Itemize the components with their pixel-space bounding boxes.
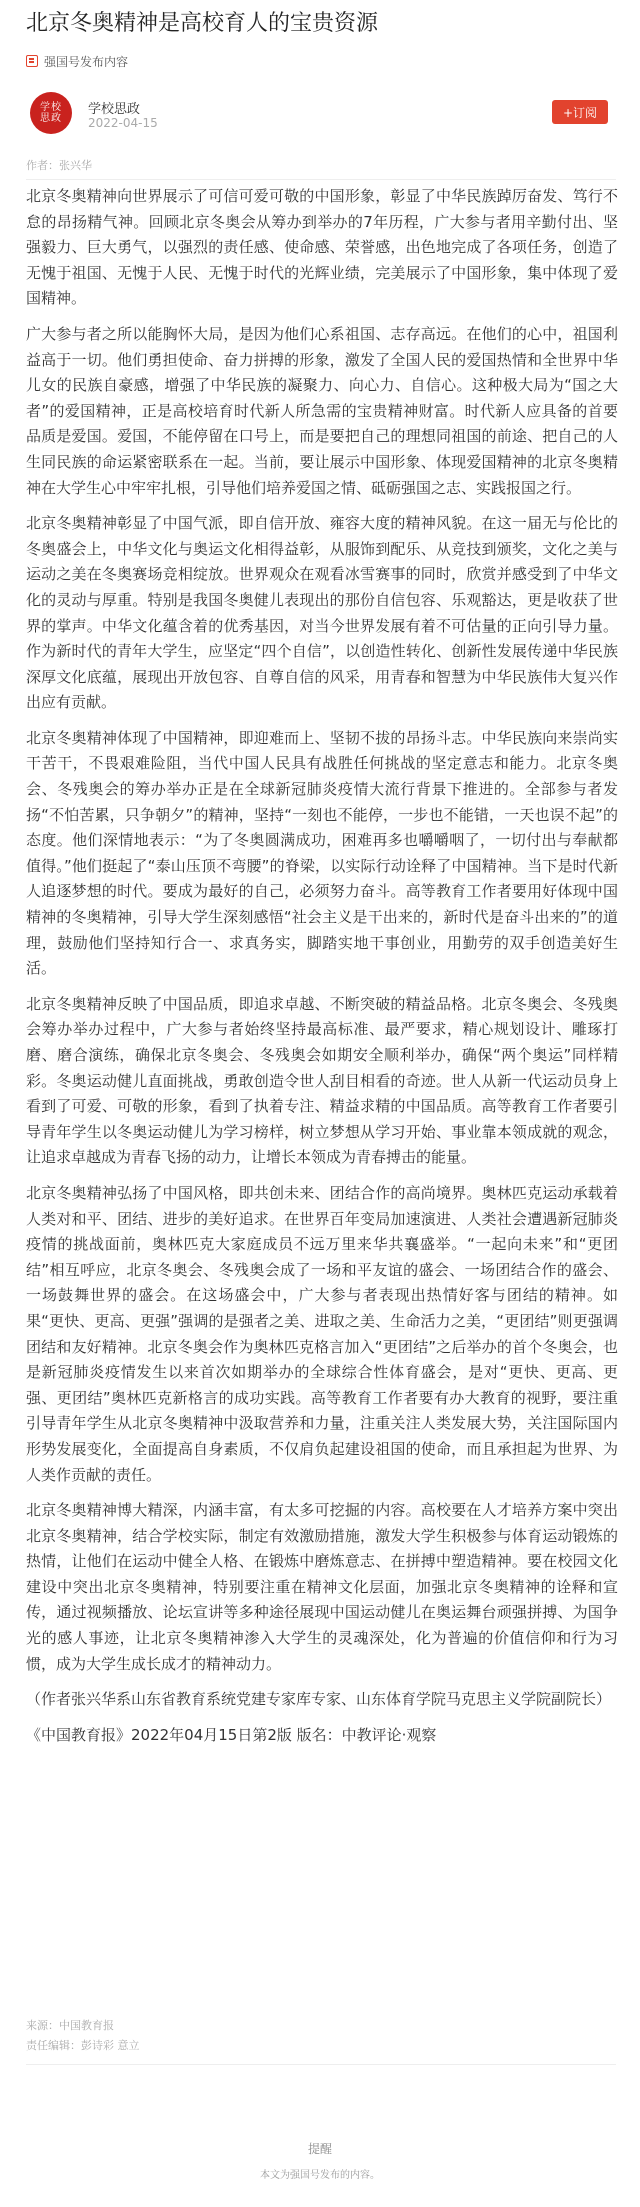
avatar[interactable] (30, 92, 72, 134)
paragraph: 北京冬奥精神反映了中国品质，即追求卓越、不断突破的精益品格。北京冬奥会、冬残奥会筹办举办过程中，广大参与者始终坚持最高标准、最严要求，精心规划设计、雕琢打磨、磨合演练，确保北京冬奥会、冬残奥会如期安全顺利举办，确保“两个奥运”同样精彩。冬奥运动健儿直面挑战，勇敢创造令世人刮目相看的奇迹。世人从新一代运动员身上看到了可爱、可敬的形象，看到了执着专注、精益求精的中国品质。高等教育工作者要引导青年学生以冬奥运动健儿为学习榜样，树立梦想从学习开始、事业靠本领成就的观念，让追求卓越成为青春飞扬的动力，让增长本领成为青春搏击的能量。 (26, 994, 618, 1167)
publish-date: 2022-04-15 (88, 116, 158, 130)
author-note: （作者张兴华系山东省教育系统党建专家库专家、山东体育学院马克思主义学院副院长） (26, 1690, 612, 1709)
paragraph: 广大参与者之所以能胸怀大局，是因为他们心系祖国、志存高远。在他们的心中，祖国利益高于一切。他们勇担使命、奋力拼搏的形象，激发了全国人民的爱国热情和全世界中华儿女的民族自豪感，增强了中华民族的凝聚力、向心力、自信心。这种极大局为“国之大者”的爱国精神，正是高校培育时代新人所急需的宝贵精神财富。时代新人应具备的首要品质是爱国。爱国，不能停留在口号上，而是要把自己的理想同祖国的前途、把自己的人生同民族的命运紧密联系在一起。当前，要让展示中国形象、体现爱国精神的北京冬奥精神在大学生心中牢牢扎根，引导他们培养爱国之情、砥砺强国之志、实践报国之行。 (26, 324, 618, 497)
divider (26, 2064, 616, 2065)
document-icon (26, 55, 38, 67)
report-link[interactable]: 提醒 (307, 2142, 332, 2156)
source-note: 来源：中国教育报 (26, 2019, 114, 2032)
publication-info: 《中国教育报》2022年04月15日第2版 版名：中教评论·观察 (26, 1725, 437, 1744)
content-notice: 本文为强国号发布的内容。 (260, 2170, 380, 2181)
source-line (26, 52, 128, 70)
article-body (26, 184, 618, 1758)
editor-note: 责任编辑：彭诗彩 意立 (26, 2039, 140, 2052)
source-label: 强国号发布内容 (44, 54, 129, 69)
paragraph: 北京冬奥精神博大精深，内涵丰富，有太多可挖掘的内容。高校要在人才培养方案中突出北京冬奥精神，结合学校实际，制定有效激励措施，激发大学生积极参与体育运动锻炼的热情，让他们在运动中健全人格、在锻炼中磨炼意志、在拼搏中塑造精神。要在校园文化建设中突出北京冬奥精神，特别要注重在精神文化层面，加强北京冬奥精神的诠释和宣传，通过视频播放、论坛宣讲等多种途径展现中国运动健儿在奥运舞台顽强拼搏、为国争光的感人事迹，让北京冬奥精神渗入大学生的灵魂深处，化为普遍的价值信仰和行为习惯，成为大学生成长成才的精神动力。 (26, 1501, 618, 1673)
divider (26, 179, 616, 180)
byline: 作者：张兴华 (26, 159, 92, 172)
article-meta (26, 2016, 140, 2056)
avatar-text-bottom: 思政 (40, 113, 62, 124)
author-row (26, 92, 616, 138)
subscribe-button[interactable]: +订阅 (552, 100, 608, 124)
paragraph: 北京冬奥精神弘扬了中国风格，即共创未来、团结合作的高尚境界。奥林匹克运动承载着人类对和平、团结、进步的美好追求。在世界百年变局加速演进、人类社会遭遇新冠肺炎疫情的挑战面前，奥林匹克大家庭成员不远万里来华共襄盛举。“一起向未来”和“更团结”相互呼应，北京冬奥会、冬残奥会成了一场和平友谊的盛会、一场团结合作的盛会、一场鼓舞世界的盛会。在这场盛会中，广大参与者表现出热情好客与团结的精神。如果“更快、更高、更强”强调的是强者之美、进取之美、生命活力之美，“更团结”则更强调团结和友好精神。北京冬奥会作为奥林匹克格言加入“更团结”之后举办的首个冬奥会，也是新冠肺炎疫情发生以来首次如期举办的全球综合性体育盛会，是对“更快、更高、更强、更团结”奥林匹克新格言的成功实践。高等教育工作者要有办大教育的视野，要注重引导青年学生从北京冬奥精神中汲取营养和力量，注重关注人类发展大势，关注国际国内形势发展变化，全面提高自身素质，不仅肩负起建设祖国的使命，而且承担起为世界、为人类作贡献的责任。 (26, 1183, 618, 1484)
author-name[interactable]: 学校思政 (88, 102, 141, 117)
article-title: 北京冬奥精神是高校育人的宝贵资源 (26, 11, 379, 36)
paragraph: 北京冬奥精神体现了中国精神，即迎难而上、坚韧不拔的昂扬斗志。中华民族向来崇尚实干苦干，不畏艰难险阻，当代中国人民具有战胜任何挑战的坚定意志和能力。北京冬奥会、冬残奥会的筹办举办正是在全球新冠肺炎疫情大流行背景下推进的。全部参与者发扬“不怕苦累，只争朝夕”的精神，坚持“一刻也不能停，一步也不能错，一天也误不起”的态度。他们深情地表示：“为了冬奥圆满成功，困难再多也嚼嚼咽了，一切付出与奉献都值得。”他们挺起了“泰山压顶不弯腰”的脊梁，以实际行动诠释了中国精神。当下是时代新人追逐梦想的时代。要成为最好的自己，必须努力奋斗。高等教育工作者要用好体现中国精神的冬奥精神，引导大学生深刻感悟“社会主义是干出来的，新时代是奋斗出来的”的道理，鼓励他们坚持知行合一、求真务实，脚踏实地干事创业，用勤劳的双手创造美好生活。 (26, 728, 618, 978)
avatar-text-top: 学校 (40, 102, 62, 113)
paragraph: 北京冬奥精神彰显了中国气派，即自信开放、雍容大度的精神风貌。在这一届无与伦比的冬奥盛会上，中华文化与奥运文化相得益彰，从服饰到配乐、从竞技到颁奖，文化之美与运动之美在冬奥赛场竞相绽放。世界观众在观看冰雪赛事的同时，欣赏并感受到了中华文化的灵动与厚重。特别是我国冬奥健儿表现出的那份自信包容、乐观豁达，更是收获了世界的掌声。中华文化蕴含着的优秀基因，对当今世界发展有着不可估量的正向引导力量。作为新时代的青年大学生，应坚定“四个自信”，以创造性转化、创新性发展传递中华民族深厚文化底蕴，展现出开放包容、自尊自信的风采，用青春和智慧为中华民族伟大复兴作出应有贡献。 (26, 514, 618, 712)
paragraph: 北京冬奥精神向世界展示了可信可爱可敬的中国形象，彰显了中华民族踔厉奋发、笃行不怠的昂扬精气神。回顾北京冬奥会从筹办到举办的7年历程，广大参与者用辛勤付出、坚强毅力、巨大勇气，以强烈的责任感、使命感、荣誉感，出色地完成了各项任务，创造了无愧于祖国、无愧于人民、无愧于时代的光辉业绩，完美展示了中国形象，集中体现了爱国精神。 (26, 187, 618, 308)
